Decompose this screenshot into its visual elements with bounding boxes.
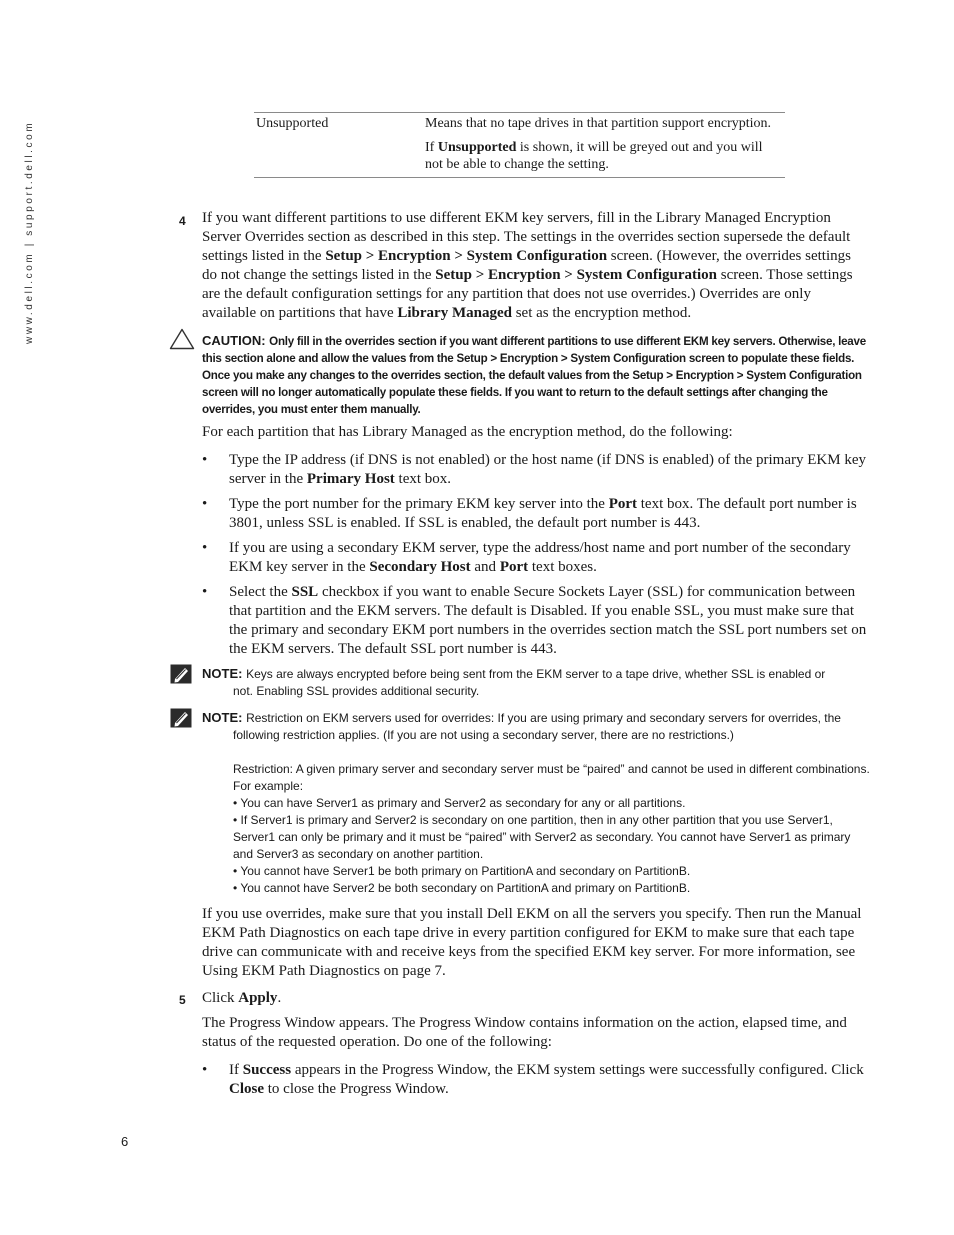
table-term: Unsupported	[256, 116, 329, 131]
note-pencil-icon	[170, 708, 192, 728]
restriction-label: Restriction:	[233, 762, 294, 776]
table-description	[425, 115, 775, 173]
text: appears in the Progress Window, the EKM system settings were successfully configured. Click	[291, 1062, 864, 1078]
caution-box	[202, 332, 870, 418]
bold-term: Port	[499, 559, 529, 575]
text: text box.	[394, 471, 452, 487]
text: Select the	[229, 584, 292, 600]
text: The Progress Window appears. The Progress Window contains information on the action, elapsed time, and status of the requested operation. Do one of the following:	[202, 1015, 847, 1050]
text: to close the Progress Window.	[264, 1081, 449, 1097]
note-ssl	[202, 665, 870, 700]
text: set as the encryption method.	[511, 305, 692, 321]
bold-term: Port	[608, 496, 638, 512]
overrides-paragraph	[202, 905, 868, 981]
page-number: 6	[121, 1134, 129, 1149]
text: If you are using primary and secondary servers for overrides, the	[494, 711, 841, 725]
text: Click	[202, 990, 239, 1006]
list-item	[202, 451, 868, 489]
text: and	[470, 559, 500, 575]
list-item: • You can have Server1 as primary and Server2 as secondary for any or all partitions.	[233, 796, 686, 810]
bullet-list	[202, 451, 868, 659]
caution-label: CAUTION:	[202, 333, 270, 348]
menu-path: Setup > Encryption > System Configuration	[435, 267, 718, 283]
text: If you are using a secondary EKM server, type the address/host name and port number of the secondary EKM key server in the	[229, 540, 851, 575]
restriction-block	[233, 761, 870, 897]
list-item: • You cannot have Server2 be both secondary on PartitionA and primary on PartitionB.	[233, 881, 691, 895]
menu-path: Setup > Encryption > System Configuration	[632, 369, 862, 382]
step-body	[202, 209, 868, 323]
text: screen. Those settings are the default configuration settings for any partition that does not use overrides.) Overrides are only available on partitions that have	[202, 267, 853, 321]
list-item: • You cannot have Server1 be both primary on PartitionA and secondary on PartitionB.	[233, 864, 691, 878]
progress-paragraph	[202, 1014, 868, 1052]
bold-term: Primary Host	[306, 471, 395, 487]
menu-path: Setup > Encryption > System Configuration	[325, 248, 608, 264]
bold-term: Library Managed	[397, 305, 512, 321]
text: Only fill in the overrides section if you want different partitions to use different EKM key servers. Otherwise, leave this section alone and allow the values from the	[202, 335, 866, 365]
note-label: NOTE:	[202, 666, 247, 681]
bold-term: Success	[242, 1062, 292, 1078]
bold-term: SSL	[291, 584, 319, 600]
bold-term: Apply	[238, 990, 278, 1006]
text: checkbox if you want to enable Secure Sockets Layer (SSL) for communication between that partition and the EKM servers. The default is Disabled. If you enable SSL, you must make sure that the primary and secondary EKM port numbers in the overrides section match the SSL port numbers set on the EKM servers. The default SSL port number is 443.	[229, 584, 867, 657]
text: text box. The default port number is 3801, unless SSL is enabled. If SSL is enabled, the default port number is 443.	[229, 496, 857, 531]
text: screen to populate these fields. Once you make any changes to the overrides section, the default values from the	[202, 352, 855, 382]
step-body	[202, 989, 868, 1008]
list-item: • If Server1 is primary and Server2 is secondary on one partition, then in any other partition that you use Server1, Server1 can only be primary and it must be “paired” with Server2 as secondary. You cannot have Server1 as primary and Server3 as secondary on another partition.	[233, 813, 851, 861]
step-number: 5	[179, 993, 186, 1007]
text: If you want different partitions to use different EKM key servers, fill in the Library Managed Encryption Server Overrides section as described in this step. The settings in the overrides section supersede the default settings listed in the	[202, 210, 851, 264]
text: not. Enabling SSL provides additional security.	[233, 684, 480, 698]
text: .	[277, 990, 282, 1006]
bold-term: Unsupported	[437, 140, 517, 155]
side-url: www.dell.com | support.dell.com	[24, 120, 35, 344]
bold-term: Secondary Host	[369, 559, 471, 575]
definition-table	[254, 112, 785, 178]
list-item	[202, 583, 868, 659]
text: Keys are always encrypted before being sent from the EKM server to a tape drive, whether SSL is enabled or	[246, 667, 826, 681]
note-pencil-icon	[170, 664, 192, 684]
text: If you use overrides, make sure that you install Dell EKM on all the servers you specify. Then run the Manual EKM Path Diagnostics on each tape drive in every partition configured for EKM to make sure that each tape drive can communicate with and receive keys from the specified EKM key server. For more information, see Using EKM Path Diagnostics on page 7.	[202, 906, 862, 979]
list-item	[202, 1061, 868, 1099]
text: text boxes.	[528, 559, 597, 575]
menu-path: Setup > Encryption > System Configuration	[456, 352, 686, 365]
text: A given primary server and secondary server must be “paired” and cannot be used in different combinations. For example:	[233, 762, 870, 793]
text: For each partition that has Library Managed as the encryption method, do the following:	[202, 424, 733, 440]
text: screen will no longer automatically populate these fields. If you want to return to the default settings after changing the overrides, you must enter them manually.	[202, 386, 828, 416]
bold-term: Close	[229, 1081, 264, 1097]
list-item	[202, 539, 868, 577]
text: Type the port number for the primary EKM key server into the	[229, 496, 609, 512]
note-label: NOTE:	[202, 710, 247, 725]
text: following restriction applies. (If you are not using a secondary server, there are no restrictions.)	[233, 728, 734, 742]
restriction-heading: Restriction on EKM servers used for overrides:	[246, 711, 495, 725]
text: If	[425, 140, 438, 155]
table-row	[254, 113, 785, 177]
table-desc-p2	[425, 139, 775, 173]
text: is shown, it will be greyed out and you will not be able to change the setting.	[425, 140, 763, 172]
text: If	[229, 1062, 243, 1078]
text: Type the IP address (if DNS is not enabled) or the host name (if DNS is enabled) of the primary EKM key server in the	[229, 452, 866, 487]
bullet-list-final	[202, 1061, 868, 1099]
table-desc-p1: Means that no tape drives in that partition support encryption.	[425, 116, 772, 131]
caution-icon	[169, 328, 195, 350]
note-restriction	[202, 709, 870, 897]
step-number: 4	[179, 214, 186, 228]
for-each-paragraph	[202, 423, 868, 442]
list-item	[202, 495, 868, 533]
text: screen. (However, the overrides settings do not change the settings listed in the	[202, 248, 851, 283]
